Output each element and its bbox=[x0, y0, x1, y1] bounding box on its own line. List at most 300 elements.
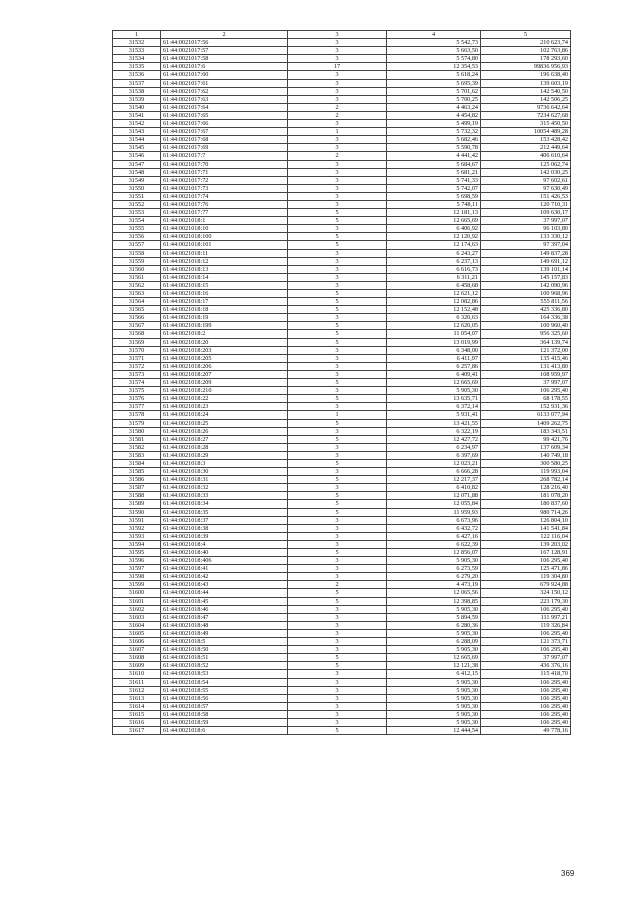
table-cell: 5 bbox=[288, 492, 387, 500]
table-cell: 6 410,82 bbox=[387, 484, 481, 492]
table-cell: 31592 bbox=[113, 524, 161, 532]
table-row bbox=[113, 281, 571, 289]
table-cell: 61:44:0021018:33 bbox=[161, 492, 288, 500]
table-cell: 61:44:0021017:65 bbox=[161, 111, 288, 119]
table-cell: 12 023,21 bbox=[387, 459, 481, 467]
table-cell: 31616 bbox=[113, 718, 161, 726]
table-cell: 31534 bbox=[113, 55, 161, 63]
table-cell: 61:44:0021017:63 bbox=[161, 95, 288, 103]
table-cell: 9736 642,64 bbox=[481, 103, 571, 111]
table-cell: 3 bbox=[288, 346, 387, 354]
table-row bbox=[113, 654, 571, 662]
table-cell: 61:44:0021018:17 bbox=[161, 298, 288, 306]
table-cell: 61:44:0021018:32 bbox=[161, 484, 288, 492]
table-cell: 5 905,30 bbox=[387, 605, 481, 613]
table-cell: 5 bbox=[288, 589, 387, 597]
table-cell: 3 bbox=[288, 540, 387, 548]
table-cell: 5 905,30 bbox=[387, 686, 481, 694]
table-cell: 31552 bbox=[113, 200, 161, 208]
table-cell: 5 bbox=[288, 549, 387, 557]
table-cell: 3 bbox=[288, 605, 387, 613]
table-cell: 31595 bbox=[113, 549, 161, 557]
table-cell: 5 684,67 bbox=[387, 160, 481, 168]
table-cell: 61:44:0021018:25 bbox=[161, 419, 288, 427]
column-header: 3 bbox=[288, 31, 387, 39]
table-row bbox=[113, 225, 571, 233]
table-cell: 11 959,93 bbox=[387, 508, 481, 516]
table-cell: 61:44:0021017:73 bbox=[161, 184, 288, 192]
table-cell: 3 bbox=[288, 718, 387, 726]
column-header: 4 bbox=[387, 31, 481, 39]
table-cell: 6 622,39 bbox=[387, 540, 481, 548]
table-cell: 212 449,64 bbox=[481, 144, 571, 152]
table-cell: 49 778,16 bbox=[481, 727, 571, 735]
table-cell: 68 178,55 bbox=[481, 395, 571, 403]
table-row bbox=[113, 184, 571, 192]
table-cell: 210 623,74 bbox=[481, 39, 571, 47]
table-cell: 31563 bbox=[113, 290, 161, 298]
table-cell: 436 376,16 bbox=[481, 662, 571, 670]
table-cell: 3 bbox=[288, 225, 387, 233]
table-cell: 5 bbox=[288, 322, 387, 330]
table-row bbox=[113, 459, 571, 467]
table-cell: 5 905,30 bbox=[387, 702, 481, 710]
table-cell: 31598 bbox=[113, 573, 161, 581]
table-cell: 31599 bbox=[113, 581, 161, 589]
table-cell: 61:44:0021018:59 bbox=[161, 718, 288, 726]
table-cell: 12 120,92 bbox=[387, 233, 481, 241]
table-cell: 61:44:0021018:54 bbox=[161, 678, 288, 686]
table-cell: 3 bbox=[288, 168, 387, 176]
table-cell: 31548 bbox=[113, 168, 161, 176]
table-cell: 5 bbox=[288, 459, 387, 467]
table-row bbox=[113, 484, 571, 492]
table-row bbox=[113, 338, 571, 346]
table-cell: 31573 bbox=[113, 370, 161, 378]
table-cell: 6 348,00 bbox=[387, 346, 481, 354]
table-cell: 145 157,83 bbox=[481, 273, 571, 281]
table-cell: 61:44:0021017:57 bbox=[161, 47, 288, 55]
table-cell: 5 bbox=[288, 435, 387, 443]
table-cell: 102 763,86 bbox=[481, 47, 571, 55]
table-cell: 4 441,42 bbox=[387, 152, 481, 160]
table-cell: 5 905,30 bbox=[387, 678, 481, 686]
table-row bbox=[113, 249, 571, 257]
table-cell: 5 682,46 bbox=[387, 136, 481, 144]
table-cell: 125 062,74 bbox=[481, 160, 571, 168]
table-cell: 61:44:0021017:69 bbox=[161, 144, 288, 152]
table-cell: 6 406,92 bbox=[387, 225, 481, 233]
table-cell: 31605 bbox=[113, 629, 161, 637]
table-body bbox=[113, 39, 571, 735]
table-cell: 61:44:0021018:1 bbox=[161, 217, 288, 225]
table-cell: 3 bbox=[288, 120, 387, 128]
table-cell: 3 bbox=[288, 468, 387, 476]
table-cell: 61:44:0021018:34 bbox=[161, 500, 288, 508]
table-cell: 5 905,30 bbox=[387, 629, 481, 637]
table-row bbox=[113, 120, 571, 128]
table-cell: 61:44:0021017:62 bbox=[161, 87, 288, 95]
table-cell: 61:44:0021018:3 bbox=[161, 459, 288, 467]
table-cell: 13 019,99 bbox=[387, 338, 481, 346]
table-row bbox=[113, 516, 571, 524]
column-header: 2 bbox=[161, 31, 288, 39]
table-cell: 6133 077,94 bbox=[481, 411, 571, 419]
table-cell: 3 bbox=[288, 362, 387, 370]
table-cell: 106 295,40 bbox=[481, 694, 571, 702]
table-cell: 31562 bbox=[113, 281, 161, 289]
table-row bbox=[113, 492, 571, 500]
table-cell: 6 458,68 bbox=[387, 281, 481, 289]
table-cell: 3 bbox=[288, 370, 387, 378]
table-cell: 31591 bbox=[113, 516, 161, 524]
table-cell: 61:44:0021018:27 bbox=[161, 435, 288, 443]
table-cell: 3 bbox=[288, 694, 387, 702]
table-cell: 61:44:0021017:58 bbox=[161, 55, 288, 63]
table-cell: 12 152,48 bbox=[387, 306, 481, 314]
table-cell: 5 bbox=[288, 209, 387, 217]
table-cell: 956 325,60 bbox=[481, 330, 571, 338]
table-row bbox=[113, 646, 571, 654]
table-row bbox=[113, 532, 571, 540]
table-row bbox=[113, 290, 571, 298]
table-cell: 3 bbox=[288, 200, 387, 208]
table-cell: 5 695,39 bbox=[387, 79, 481, 87]
table-cell: 6 412,15 bbox=[387, 670, 481, 678]
table-cell: 31571 bbox=[113, 354, 161, 362]
table-cell: 61:44:0021017:6 bbox=[161, 63, 288, 71]
table-cell: 31536 bbox=[113, 71, 161, 79]
table-cell: 31613 bbox=[113, 694, 161, 702]
table-cell: 11 054,07 bbox=[387, 330, 481, 338]
table-cell: 3 bbox=[288, 176, 387, 184]
table-row bbox=[113, 387, 571, 395]
table-row bbox=[113, 468, 571, 476]
table-cell: 61:44:0021017:56 bbox=[161, 39, 288, 47]
table-cell: 268 782,14 bbox=[481, 476, 571, 484]
table-cell: 3 bbox=[288, 192, 387, 200]
table-cell: 61:44:0021018:199 bbox=[161, 322, 288, 330]
table-cell: 3 bbox=[288, 47, 387, 55]
table-cell: 3 bbox=[288, 621, 387, 629]
table-row bbox=[113, 87, 571, 95]
table-cell: 61:44:0021017:72 bbox=[161, 176, 288, 184]
table-cell: 324 150,12 bbox=[481, 589, 571, 597]
table-cell: 61:44:0021018:43 bbox=[161, 581, 288, 589]
table-row bbox=[113, 589, 571, 597]
table-cell: 12 665,69 bbox=[387, 217, 481, 225]
table-cell: 31614 bbox=[113, 702, 161, 710]
table-cell: 119 304,80 bbox=[481, 573, 571, 581]
table-cell: 141 541,84 bbox=[481, 524, 571, 532]
table-row bbox=[113, 168, 571, 176]
table-row bbox=[113, 354, 571, 362]
table-cell: 31579 bbox=[113, 419, 161, 427]
table-cell: 6 320,63 bbox=[387, 314, 481, 322]
table-cell: 61:44:0021017:70 bbox=[161, 160, 288, 168]
table-cell: 61:44:0021018:58 bbox=[161, 710, 288, 718]
table-cell: 31570 bbox=[113, 346, 161, 354]
table-cell: 153 428,42 bbox=[481, 136, 571, 144]
table-cell: 126 804,10 bbox=[481, 516, 571, 524]
table-cell: 5 bbox=[288, 476, 387, 484]
table-row bbox=[113, 103, 571, 111]
column-header: 5 bbox=[481, 31, 571, 39]
table-cell: 5 499,19 bbox=[387, 120, 481, 128]
table-cell: 5 742,07 bbox=[387, 184, 481, 192]
table-row bbox=[113, 330, 571, 338]
table-cell: 121 373,71 bbox=[481, 638, 571, 646]
table-cell: 223 179,30 bbox=[481, 597, 571, 605]
column-header: 1 bbox=[113, 31, 161, 39]
table-cell: 6 322,19 bbox=[387, 427, 481, 435]
table-row bbox=[113, 306, 571, 314]
table-row bbox=[113, 160, 571, 168]
table-cell: 149 691,12 bbox=[481, 257, 571, 265]
table-cell: 31549 bbox=[113, 176, 161, 184]
table-cell: 61:44:0021018:46 bbox=[161, 605, 288, 613]
table-cell: 980 714,26 bbox=[481, 508, 571, 516]
table-cell: 31583 bbox=[113, 451, 161, 459]
table-cell: 61:44:0021018:18 bbox=[161, 306, 288, 314]
table-cell: 17 bbox=[288, 63, 387, 71]
table-cell: 3 bbox=[288, 702, 387, 710]
table-cell: 31580 bbox=[113, 427, 161, 435]
table-cell: 106 295,40 bbox=[481, 605, 571, 613]
table-cell: 679 924,88 bbox=[481, 581, 571, 589]
table-row bbox=[113, 710, 571, 718]
table-cell: 61:44:0021018:4 bbox=[161, 540, 288, 548]
table-cell: 61:44:0021018:101 bbox=[161, 241, 288, 249]
table-cell: 31581 bbox=[113, 435, 161, 443]
table-cell: 6 243,27 bbox=[387, 249, 481, 257]
table-row bbox=[113, 727, 571, 735]
table-cell: 61:44:0021018:24 bbox=[161, 411, 288, 419]
table-cell: 3 bbox=[288, 686, 387, 694]
table-cell: 61:44:0021018:55 bbox=[161, 686, 288, 694]
table-cell: 61:44:0021018:10 bbox=[161, 225, 288, 233]
table-cell: 96 103,80 bbox=[481, 225, 571, 233]
table-cell: 12 354,53 bbox=[387, 63, 481, 71]
table-cell: 61:44:0021018:207 bbox=[161, 370, 288, 378]
table-cell: 5 905,30 bbox=[387, 387, 481, 395]
table-cell: 6 237,13 bbox=[387, 257, 481, 265]
table-cell: 61:44:0021017:67 bbox=[161, 128, 288, 136]
table-row bbox=[113, 136, 571, 144]
table-cell: 122 116,04 bbox=[481, 532, 571, 540]
table-cell: 5 bbox=[288, 330, 387, 338]
table-cell: 125 471,86 bbox=[481, 565, 571, 573]
table-cell: 6 616,73 bbox=[387, 265, 481, 273]
table-cell: 2 bbox=[288, 152, 387, 160]
table-cell: 61:44:0021018:5 bbox=[161, 638, 288, 646]
table-cell: 31559 bbox=[113, 257, 161, 265]
table-cell: 3 bbox=[288, 314, 387, 322]
table-cell: 12 055,84 bbox=[387, 500, 481, 508]
table-cell: 12 621,12 bbox=[387, 290, 481, 298]
table-cell: 2 bbox=[288, 581, 387, 589]
table-cell: 108 959,97 bbox=[481, 370, 571, 378]
table-cell: 100 968,96 bbox=[481, 290, 571, 298]
table-cell: 5 bbox=[288, 298, 387, 306]
table-cell: 61:44:0021018:53 bbox=[161, 670, 288, 678]
table-cell: 106 295,40 bbox=[481, 710, 571, 718]
table-cell: 31556 bbox=[113, 233, 161, 241]
table-row bbox=[113, 370, 571, 378]
table-cell: 142 030,25 bbox=[481, 168, 571, 176]
table-cell: 6 666,28 bbox=[387, 468, 481, 476]
table-row bbox=[113, 678, 571, 686]
table-cell: 3 bbox=[288, 629, 387, 637]
table-cell: 178 293,60 bbox=[481, 55, 571, 63]
table-cell: 31572 bbox=[113, 362, 161, 370]
table-cell: 61:44:0021018:31 bbox=[161, 476, 288, 484]
table-row bbox=[113, 144, 571, 152]
table-cell: 6 409,41 bbox=[387, 370, 481, 378]
table-cell: 12 065,56 bbox=[387, 589, 481, 597]
table-row bbox=[113, 200, 571, 208]
table-cell: 61:44:0021018:41 bbox=[161, 565, 288, 573]
table-cell: 6 279,20 bbox=[387, 573, 481, 581]
table-row bbox=[113, 702, 571, 710]
table-cell: 3 bbox=[288, 184, 387, 192]
table-cell: 31547 bbox=[113, 160, 161, 168]
table-cell: 128 216,40 bbox=[481, 484, 571, 492]
table-cell: 3 bbox=[288, 565, 387, 573]
table-cell: 4 454,82 bbox=[387, 111, 481, 119]
table-cell: 3 bbox=[288, 136, 387, 144]
table-cell: 5 574,80 bbox=[387, 55, 481, 63]
table-row bbox=[113, 443, 571, 451]
table-cell: 61:44:0021018:2 bbox=[161, 330, 288, 338]
table-cell: 3 bbox=[288, 39, 387, 47]
table-cell: 6 288,09 bbox=[387, 638, 481, 646]
table-cell: 4 473,19 bbox=[387, 581, 481, 589]
data-table bbox=[112, 30, 571, 735]
table-row bbox=[113, 79, 571, 87]
table-row bbox=[113, 476, 571, 484]
table-cell: 31538 bbox=[113, 87, 161, 95]
table-row bbox=[113, 508, 571, 516]
table-cell: 12 181,13 bbox=[387, 209, 481, 217]
table-cell: 31544 bbox=[113, 136, 161, 144]
table-cell: 31553 bbox=[113, 209, 161, 217]
table-cell: 61:44:0021018:100 bbox=[161, 233, 288, 241]
table-cell: 31600 bbox=[113, 589, 161, 597]
table-cell: 37 997,07 bbox=[481, 654, 571, 662]
table-row bbox=[113, 573, 571, 581]
table-cell: 6 372,14 bbox=[387, 403, 481, 411]
table-cell: 12 665,69 bbox=[387, 379, 481, 387]
table-row bbox=[113, 540, 571, 548]
table-cell: 5 bbox=[288, 508, 387, 516]
table-cell: 61:44:0021018:26 bbox=[161, 427, 288, 435]
table-row bbox=[113, 111, 571, 119]
table-cell: 61:44:0021018:15 bbox=[161, 281, 288, 289]
table-row bbox=[113, 152, 571, 160]
table-row bbox=[113, 662, 571, 670]
table-cell: 31543 bbox=[113, 128, 161, 136]
table-cell: 5 bbox=[288, 419, 387, 427]
table-cell: 139 101,14 bbox=[481, 265, 571, 273]
table-cell: 31601 bbox=[113, 597, 161, 605]
table-cell: 31564 bbox=[113, 298, 161, 306]
table-cell: 31554 bbox=[113, 217, 161, 225]
table-cell: 315 450,50 bbox=[481, 120, 571, 128]
table-row bbox=[113, 39, 571, 47]
table-cell: 61:44:0021018:22 bbox=[161, 395, 288, 403]
table-cell: 3 bbox=[288, 265, 387, 273]
table-cell: 31609 bbox=[113, 662, 161, 670]
table-row bbox=[113, 322, 571, 330]
table-cell: 3 bbox=[288, 249, 387, 257]
table-row bbox=[113, 265, 571, 273]
table-cell: 31585 bbox=[113, 468, 161, 476]
table-row bbox=[113, 557, 571, 565]
table-cell: 3 bbox=[288, 403, 387, 411]
table-cell: 31567 bbox=[113, 322, 161, 330]
table-cell: 31560 bbox=[113, 265, 161, 273]
table-cell: 61:44:0021017:74 bbox=[161, 192, 288, 200]
table-row bbox=[113, 419, 571, 427]
table-cell: 31606 bbox=[113, 638, 161, 646]
table-cell: 12 856,07 bbox=[387, 549, 481, 557]
table-cell: 61:44:0021018:38 bbox=[161, 524, 288, 532]
table-cell: 6 411,97 bbox=[387, 354, 481, 362]
table-cell: 61:44:0021018:35 bbox=[161, 508, 288, 516]
table-cell: 31608 bbox=[113, 654, 161, 662]
table-cell: 31590 bbox=[113, 508, 161, 516]
table-cell: 196 638,40 bbox=[481, 71, 571, 79]
table-cell: 5 bbox=[288, 338, 387, 346]
table-cell: 111 997,21 bbox=[481, 613, 571, 621]
table-cell: 3 bbox=[288, 354, 387, 362]
table-row bbox=[113, 95, 571, 103]
table-cell: 5 bbox=[288, 395, 387, 403]
table-cell: 61:44:0021017:61 bbox=[161, 79, 288, 87]
table-cell: 1 bbox=[288, 411, 387, 419]
table-cell: 5 bbox=[288, 597, 387, 605]
table-cell: 142 506,25 bbox=[481, 95, 571, 103]
table-cell: 106 295,40 bbox=[481, 678, 571, 686]
table-cell: 142 090,96 bbox=[481, 281, 571, 289]
table-cell: 5 894,59 bbox=[387, 613, 481, 621]
table-cell: 12 071,88 bbox=[387, 492, 481, 500]
table-cell: 100 960,40 bbox=[481, 322, 571, 330]
table-cell: 5 905,30 bbox=[387, 694, 481, 702]
table-cell: 61:44:0021018:28 bbox=[161, 443, 288, 451]
table-cell: 13 635,71 bbox=[387, 395, 481, 403]
table-row bbox=[113, 233, 571, 241]
table-cell: 31540 bbox=[113, 103, 161, 111]
table-cell: 13 421,55 bbox=[387, 419, 481, 427]
table-row bbox=[113, 581, 571, 589]
table-cell: 31574 bbox=[113, 379, 161, 387]
table-cell: 31565 bbox=[113, 306, 161, 314]
table-cell: 31587 bbox=[113, 484, 161, 492]
table-cell: 31551 bbox=[113, 192, 161, 200]
table-cell: 31555 bbox=[113, 225, 161, 233]
table-cell: 61:44:0021018:52 bbox=[161, 662, 288, 670]
table-row bbox=[113, 209, 571, 217]
table-cell: 31535 bbox=[113, 63, 161, 71]
table-row bbox=[113, 346, 571, 354]
table-cell: 3 bbox=[288, 646, 387, 654]
table-cell: 3 bbox=[288, 87, 387, 95]
table-cell: 61:44:0021018:209 bbox=[161, 379, 288, 387]
table-cell: 3 bbox=[288, 638, 387, 646]
table-row bbox=[113, 362, 571, 370]
